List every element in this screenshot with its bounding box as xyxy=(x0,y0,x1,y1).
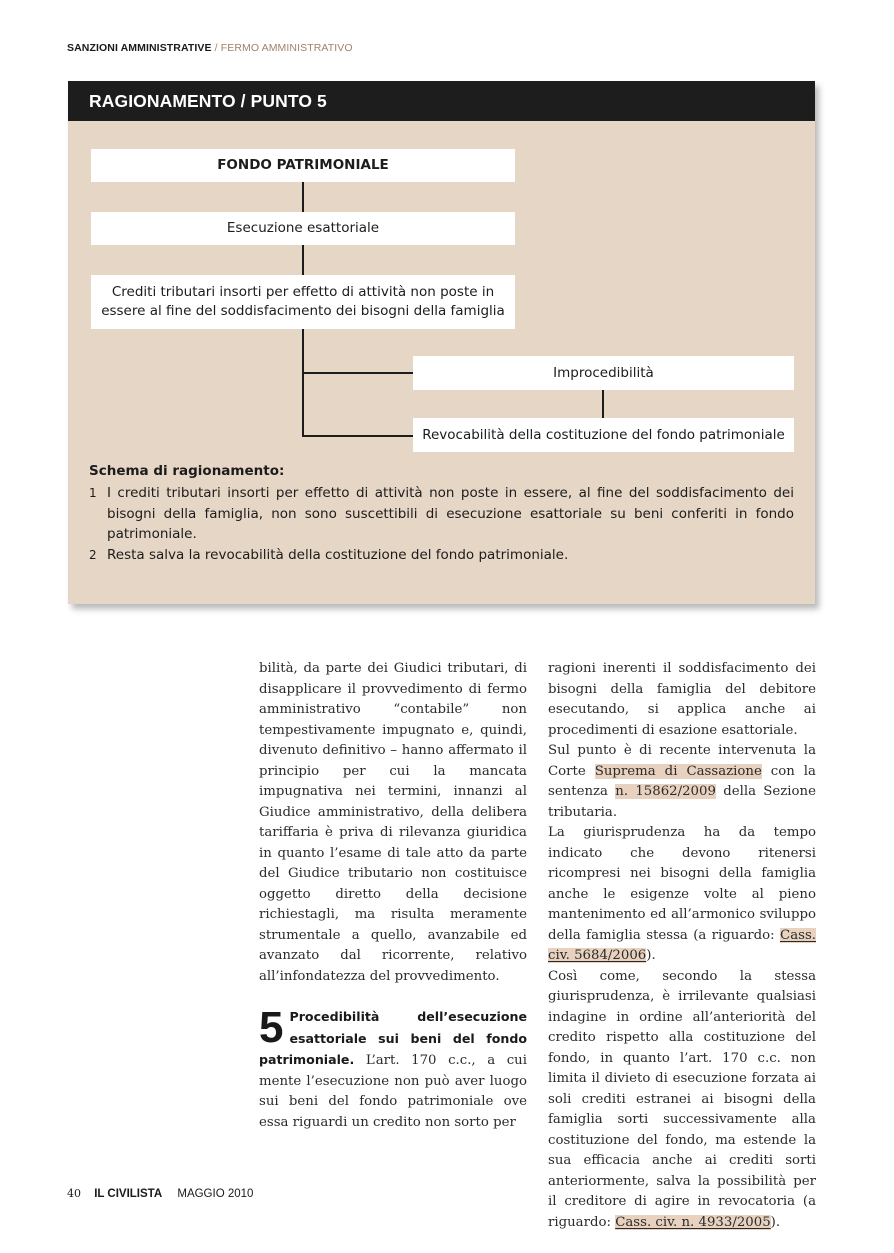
schema-item-text: I crediti tributari insorti per effetto di attività non poste in essere, al fine del soddisfacimento dei bisogni della famiglia, non sono suscettibili di esecuzione esattoriale su beni conferiti in fondo patrimoniale. xyxy=(107,485,794,542)
section-title: Procedibilità dell’esecuzione esattoriale sui beni del fondo patrimoniale. xyxy=(259,1009,527,1067)
page-footer xyxy=(67,1187,253,1200)
diagram-node-revocabilita: Revocabilità della costituzione del fondo patrimoniale xyxy=(413,418,794,452)
paragraph xyxy=(548,967,816,1234)
section-5 xyxy=(259,1003,527,1133)
connector-line xyxy=(302,182,304,212)
connector-line xyxy=(302,435,413,437)
schema-item xyxy=(89,483,794,545)
schema-item-text: Resta salva la revocabilità della costituzione del fondo patrimoniale. xyxy=(107,546,569,563)
schema-item xyxy=(89,545,794,566)
diagram-node-improcedibilita: Improcedibilità xyxy=(413,356,794,390)
diagram-node-root: FONDO PATRIMONIALE xyxy=(91,149,515,182)
paragraph: bilità, da parte dei Giudici tributari, di disapplicare il provvedimento di fermo amministrativo “contabile” non tempestivamente impugnato e, quindi, divenuto definitivo – hanno affermato il principio per cui la mancata impugnativa nei termini, innanzi al Giudice amministrativo, della delibera tariffaria è priva di rilevanza giuridica in quanto l’esame di tale atto da parte del Giudice tributario non costituisce oggetto diretto della decisione richiestagli, ma risulta meramente strumentale a quello, avanzabile ed avanzato dal ricorrente, relativo all’infondatezza del provvedimento. xyxy=(259,661,527,984)
paragraph xyxy=(548,659,816,741)
text-run: ). xyxy=(646,948,656,963)
reasoning-box-title: RAGIONAMENTO / PUNTO 5 xyxy=(68,81,815,121)
text-run: Così come, secondo la stessa giurisprudenza, è irrilevante qualsiasi indagine in ordine all’anteriorità del credito rispetto alla costituzione del fondo, in quanto l’art. 170 c.c. non limita il divieto di esecuzione forzata ai soli crediti estranei ai bisogni della famiglia sorti successivamente alla costituzione del fondo, ma estende la sua efficacia anche ai crediti sorti anteriormente, salva la possibilità per il creditore di agire in revocatoria (a riguardo: xyxy=(548,968,816,1230)
connector-line xyxy=(302,372,413,374)
text-run: con la sentenza xyxy=(548,763,816,799)
text-column-right xyxy=(548,659,816,1233)
magazine-name: IL CIVILISTA xyxy=(94,1188,163,1200)
text-column-left xyxy=(259,659,527,1133)
running-head-subsection: FERMO AMMINISTRATIVO xyxy=(220,42,353,54)
schema-item-number: 2 xyxy=(89,547,97,562)
running-head-separator: / xyxy=(214,42,218,54)
paragraph xyxy=(548,823,816,967)
reasoning-box xyxy=(68,81,815,604)
text-run: La giurisprudenza ha da tempo indicato che devono ritenersi ricompresi nei bisogni della famiglia anche le esigenze volte al pieno mantenimento ed all’armonico sviluppo della famiglia stessa (a riguardo: xyxy=(548,825,816,943)
schema-item-number: 1 xyxy=(89,486,97,500)
section-number: 5 xyxy=(259,1003,284,1052)
running-head-section: SANZIONI AMMINISTRATIVE xyxy=(67,42,212,54)
diagram-node-step2-line2: essere al fine del soddisfacimento dei bisogni della famiglia xyxy=(101,303,505,319)
schema-title: Schema di ragionamento: xyxy=(89,463,285,479)
issue-date: MAGGIO 2010 xyxy=(177,1188,254,1200)
reference-link[interactable]: Suprema di Cassazione xyxy=(594,763,762,779)
running-head xyxy=(67,42,353,54)
text-run: ragioni inerenti il soddisfacimento dei bisogni della famiglia del debitore esecutando, si applica anche ai procedimenti di esazione esattoriale. xyxy=(548,661,816,738)
connector-line xyxy=(302,329,304,437)
diagram-node-step2-line1: Crediti tributari insorti per effetto di attività non poste in xyxy=(111,284,495,300)
connector-line xyxy=(302,245,304,275)
paragraph xyxy=(548,741,816,823)
schema-list xyxy=(89,483,794,565)
reference-link[interactable]: n. 15862/2009 xyxy=(615,784,716,799)
text-run: Sul punto è di recente intervenuta la Corte xyxy=(548,743,816,779)
diagram-node-step2 xyxy=(91,275,515,329)
connector-line xyxy=(602,390,604,418)
reference-link[interactable]: Cass. civ. n. 4933/2005 xyxy=(615,1214,771,1230)
text-run: della Sezione tributaria. xyxy=(548,784,816,820)
reference-link[interactable]: Cass. civ. 5684/2006 xyxy=(548,927,816,963)
diagram-node-step1: Esecuzione esattoriale xyxy=(91,212,515,245)
paragraph: L’art. 170 c.c., a cui mente l’esecuzione non può aver luogo sui beni del fondo patrimoniale ove essa riguardi un credito non sorto per xyxy=(259,1053,527,1130)
text-run: ). xyxy=(770,1214,781,1230)
page-number: 40 xyxy=(67,1187,81,1200)
